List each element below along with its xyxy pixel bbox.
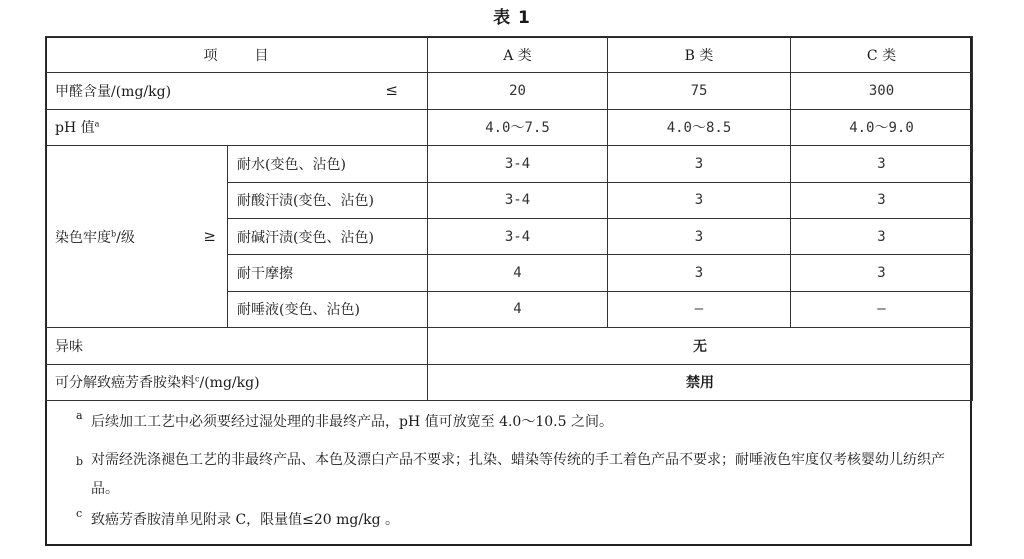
fastness-item-c: —: [791, 291, 973, 327]
odor-label: 异味: [46, 328, 428, 364]
azo-label: 可分解致癌芳香胺染料: [55, 375, 195, 392]
fastness-item-c: 3: [791, 218, 973, 254]
ph-label: pH 值: [55, 120, 95, 137]
footnote-b-mark: b: [76, 455, 84, 468]
fastness-item-b: 3: [608, 218, 791, 254]
fastness-item-name: 耐唾液(变色、沾色): [228, 291, 428, 327]
footnote-c-mark: c: [76, 507, 83, 520]
footnote-a-mark: a: [76, 409, 83, 422]
header-col-a: A 类: [428, 37, 608, 73]
spec-table: [45, 36, 973, 401]
footnote-c: [76, 507, 400, 531]
header-item-cell: [46, 37, 428, 73]
leq-symbol: ≤: [385, 81, 398, 100]
fastness-item-a: 3-4: [428, 182, 608, 218]
ph-b: 4.0～8.5: [608, 109, 791, 145]
azo-footnote-mark: c: [195, 374, 200, 384]
formaldehyde-row: [46, 73, 973, 109]
fastness-footnote-mark: b: [111, 228, 117, 238]
formaldehyde-b: 75: [608, 73, 791, 109]
fastness-item-name: 耐干摩擦: [228, 255, 428, 291]
fastness-item-b: 3: [608, 146, 791, 182]
fastness-item-name: 耐酸汗渍(变色、沾色): [228, 182, 428, 218]
fastness-item-name: 耐碱汗渍(变色、沾色): [228, 218, 428, 254]
fastness-row: [46, 146, 973, 182]
header-row: [46, 37, 973, 73]
geq-symbol: ≥: [203, 226, 216, 245]
fastness-label-cell: [46, 146, 228, 328]
footnote-a: [76, 409, 613, 433]
fastness-item-a: 3-4: [428, 218, 608, 254]
fastness-item-c: 3: [791, 255, 973, 291]
header-item-part2: 目: [254, 47, 270, 64]
footnote-b-text: 对需经洗涤褪色工艺的非最终产品、本色及漂白产品不要求；扎染、蜡染等传统的手工着色产品不要求；耐唾液色牢度仅考核婴幼儿纺织产品。: [91, 452, 945, 497]
footnote-b: [76, 446, 951, 504]
formaldehyde-label-cell: [46, 73, 428, 109]
header-col-b: B 类: [608, 37, 791, 73]
formaldehyde-c: 300: [791, 73, 973, 109]
fastness-item-b: 3: [608, 255, 791, 291]
fastness-item-b: 3: [608, 182, 791, 218]
footnote-a-text: 后续加工工艺中必须要经过湿处理的非最终产品，pH 值可放宽至 4.0～10.5 之间。: [91, 414, 613, 430]
table-caption: 表 1: [493, 8, 531, 28]
azo-row: [46, 364, 973, 400]
fastness-item-a: 4: [428, 291, 608, 327]
ph-c: 4.0～9.0: [791, 109, 973, 145]
ph-footnote-mark: a: [94, 119, 100, 129]
odor-value: 无: [428, 328, 973, 364]
fastness-unit: /级: [116, 229, 135, 246]
formaldehyde-a: 20: [428, 73, 608, 109]
header-item-part1: 项: [203, 47, 219, 64]
fastness-item-c: 3: [791, 146, 973, 182]
fastness-item-a: 4: [428, 255, 608, 291]
fastness-item-b: —: [608, 291, 791, 327]
fastness-item-name: 耐水(变色、沾色): [228, 146, 428, 182]
ph-row: [46, 109, 973, 145]
footnotes: [47, 401, 970, 544]
fastness-item-a: 3-4: [428, 146, 608, 182]
azo-label-cell: [46, 364, 428, 400]
azo-value: 禁用: [428, 364, 973, 400]
ph-label-cell: [46, 109, 428, 145]
fastness-item-c: 3: [791, 182, 973, 218]
footnote-c-text: 致癌芳香胺清单见附录 C，限量值≤20 mg/kg 。: [91, 512, 400, 528]
fastness-label: 染色牢度: [55, 229, 111, 246]
odor-row: [46, 328, 973, 364]
header-col-c: C 类: [791, 37, 973, 73]
azo-unit: /(mg/kg): [199, 375, 260, 392]
formaldehyde-label: 甲醛含量/(mg/kg): [55, 84, 172, 101]
ph-a: 4.0～7.5: [428, 109, 608, 145]
